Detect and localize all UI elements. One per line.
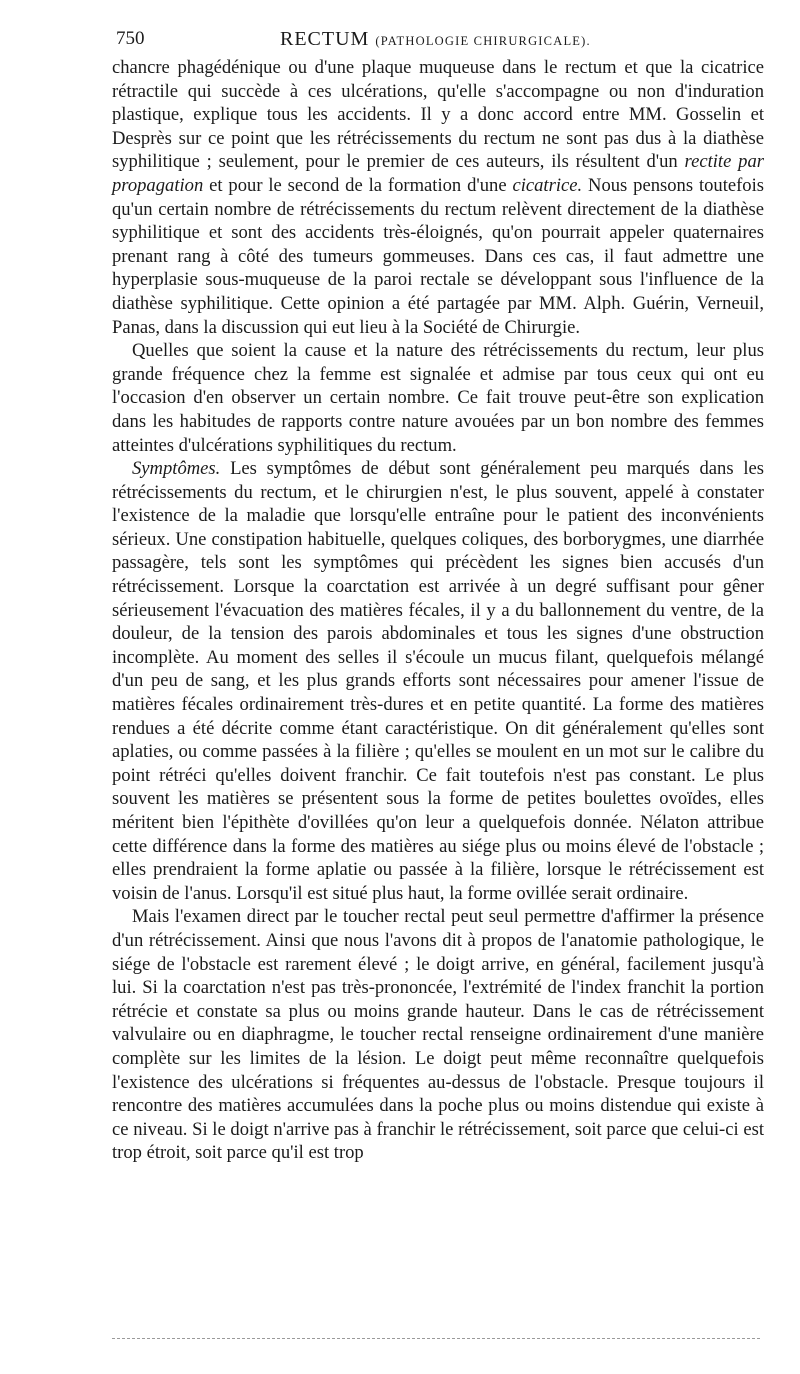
italic-text: cicatrice. — [512, 174, 583, 196]
text-run: Les symptômes de début sont généralement peu marqués dans les rétrécissements du rectum, et le chirurgien n'est, le plus souvent, appelé à constater l'existence de la maladie que lorsqu'elle entraîne pour le patient des inconvénients sérieux. Une constipation habituelle, quelques coliques, des borborygmes, une diarrhée passagère, tels sont les symptômes qui précèdent les signes bien accusés d'un rétrécissement. Lorsque la coarctation est arrivée à un degré suffisant pour gêner sérieusement l'évacuation des matières fécales, il y a du ballonnement du ventre, de la douleur, de la tension des parois abdominales et tous les signes d'une obstruction incomplète. Au moment des selles il s'écoule un mucus filant, quelquefois mélangé d'un peu de sang, et les plus grands efforts sont nécessaires pour amener l'issue de matières fécales ordinairement très-dures et en petite quantité. La forme des matières rendues a été décrite comme étant caractéristique. On dit généralement qu'elles sont aplaties, ou comme passées à la filière ; qu'elles se moulent en un mot sur le calibre du point rétréci qu'elles doivent franchir. Ce fait toutefois n'est pas constant. Le plus souvent les matières se présentent sous la forme de petites boulettes ovoïdes, elles méritent bien l'épithète d'ovillées qu'on leur a quelquefois donnée. Nélaton attribue cette différence dans la forme des matières au siége plus ou moins élevé de l'obstacle ; elles prendraient la forme aplatie ou passée à la filière, lorsque le rétrécissement est voisin de l'anus. Lorsqu'il est situé plus haut, la forme ovillée serait ordinaire. — [112, 458, 764, 904]
paragraph — [112, 457, 764, 905]
italic-text: rectite par propagation — [112, 151, 764, 196]
running-head-subtitle: (PATHOLOGIE CHIRURGICALE). — [375, 34, 591, 48]
running-head — [280, 28, 591, 51]
paragraph — [112, 905, 764, 1165]
text-run: chancre phagédénique ou d'une plaque muqueuse dans le rectum et que la cicatrice rétractile qui succède à ces ulcérations, qu'elle s'accompagne ou non d'induration plastique, explique tous les accidents. Il y a donc accord entre MM. Gosselin et Desprès sur ce point que les rétrécissements du rectum ne sont pas dus à la diathèse syphilitique ; seulement, pour le premier de ces auteurs, ils résultent d'un — [112, 57, 764, 173]
text-run: Mais l'examen direct par le toucher rectal peut seul permettre d'affirmer la présence d'un rétrécissement. Ainsi que nous l'avons dit à propos de l'anatomie pathologique, le siége de l'obstacle est rarement élevé ; le doigt arrive, en général, facilement jusqu'à lui. Si la coarctation n'est pas très-prononcée, l'extrémité de l'index franchit la portion rétrécie et constate sa plus ou moins grande hauteur. Dans le cas de rétrécissement valvulaire ou en diaphragme, le toucher rectal renseigne ordinairement d'une manière complète sur les limites de la lésion. Le doigt peut même reconnaître quelquefois l'existence des ulcérations si fréquentes au-dessus de l'obstacle. Presque toujours il rencontre des matières accumulées dans la poche plus ou moins distendue qui existe à ce niveau. Si le doigt n'arrive pas à franchir le rétrécissement, soit parce que celui-ci est trop étroit, soit parce qu'il est trop — [112, 906, 764, 1164]
page-header — [112, 20, 764, 56]
page-number: 750 — [116, 28, 145, 49]
text-run: Quelles que soient la cause et la nature des rétrécissements du rectum, leur plus grande fréquence chez la femme est signalée et admise par tous ceux qui ont eu l'occasion d'en observer un certain nombre. Ce fait trouve peut-être son explication dans les habitudes de rapports contre nature avouées par un bon nombre des femmes atteintes d'ulcérations syphilitiques du rectum. — [112, 340, 764, 456]
paragraph — [112, 56, 764, 339]
italic-text: Symptômes. — [132, 458, 221, 480]
footer-divider — [112, 1338, 760, 1339]
text-run: et pour le second de la formation d'une — [203, 174, 513, 196]
paragraph — [112, 339, 764, 457]
body-text — [112, 56, 764, 1165]
text-run: Nous pensons toutefois qu'un certain nombre de rétrécissements du rectum relèvent directement de la diathèse syphilitique et sont des accidents très-éloignés, qu'on pourrait appeler quaternaires prenant rang à côté des tumeurs gommeuses. Dans ces cas, il faut admettre une hyperplasie sous-muqueuse de la paroi rectale se développant sous l'influence de la diathèse syphilitique. Cette opinion a été partagée par MM. Alph. Guérin, Verneuil, Panas, dans la discussion qui eut lieu à la Société de Chirurgie. — [112, 174, 765, 338]
running-head-title: RECTUM — [280, 28, 370, 50]
